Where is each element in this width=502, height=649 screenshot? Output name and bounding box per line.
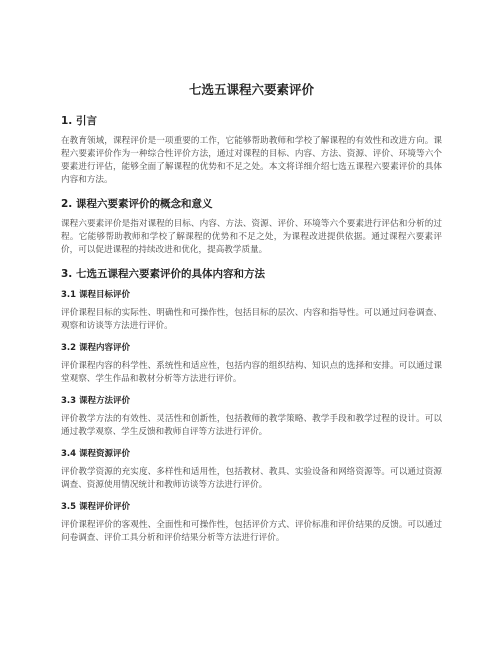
subsection-paragraph-content: 评价课程内容的科学性、系统性和适应性，包括内容的组织结构、知识点的选择和安排。可以通过课堂观察、学生作品和教材分析等方法进行评价。 [61,361,442,384]
section-heading-intro: 1. 引言 [61,115,97,127]
subsection-heading-content: 3.2 课程内容评价 [61,343,131,353]
subsection-paragraph-methods: 评价教学方法的有效性、灵活性和创新性，包括教师的教学策略、教学手段和教学过程的设计。可以通过教学观察、学生反馈和教师自评等方法进行评价。 [61,414,442,437]
subsection-heading-evaluation: 3.5 课程评价评价 [61,502,131,512]
section-heading-methods: 3. 七选五课程六要素评价的具体内容和方法 [61,268,265,280]
section-heading-concept: 2. 课程六要素评价的概念和意义 [61,198,213,210]
section-paragraph-intro: 在教育领域，课程评价是一项重要的工作，它能够帮助教师和学校了解课程的有效性和改进方向。课程六要素评价作为一种综合性评价方法，通过对课程的目标、内容、方法、资源、评价、环境等六个要素进行评估，能够全面了解课程的优势和不足之处。本文将详细介绍七选五课程六要素评价的具体内容和方法。 [61,136,442,185]
subsection-heading-methods: 3.3 课程方法评价 [61,396,131,406]
document-title: 七选五课程六要素评价 [188,82,314,97]
section-paragraph-concept: 课程六要素评价是指对课程的目标、内容、方法、资源、评价、环境等六个要素进行评估和分析的过程。它能够帮助教师和学校了解课程的优势和不足之处，为课程改进提供依据。通过课程六要素评价，可以促进课程的持续改进和优化，提高教学质量。 [61,219,442,255]
subsection-paragraph-objectives: 评价课程目标的实际性、明确性和可操作性，包括目标的层次、内容和指导性。可以通过问卷调查、观察和访谈等方法进行评价。 [61,308,442,331]
subsection-heading-objectives: 3.1 课程目标评价 [61,290,131,300]
subsection-heading-resources: 3.4 课程资源评价 [61,449,131,459]
subsection-paragraph-evaluation: 评价课程评价的客观性、全面性和可操作性，包括评价方式、评价标准和评价结果的反馈。可以通过问卷调查、评价工具分析和评价结果分析等方法进行评价。 [61,520,442,543]
subsection-paragraph-resources: 评价教学资源的充实度、多样性和适用性，包括教材、教具、实验设备和网络资源等。可以通过资源调查、资源使用情况统计和教师访谈等方法进行评价。 [61,467,442,490]
